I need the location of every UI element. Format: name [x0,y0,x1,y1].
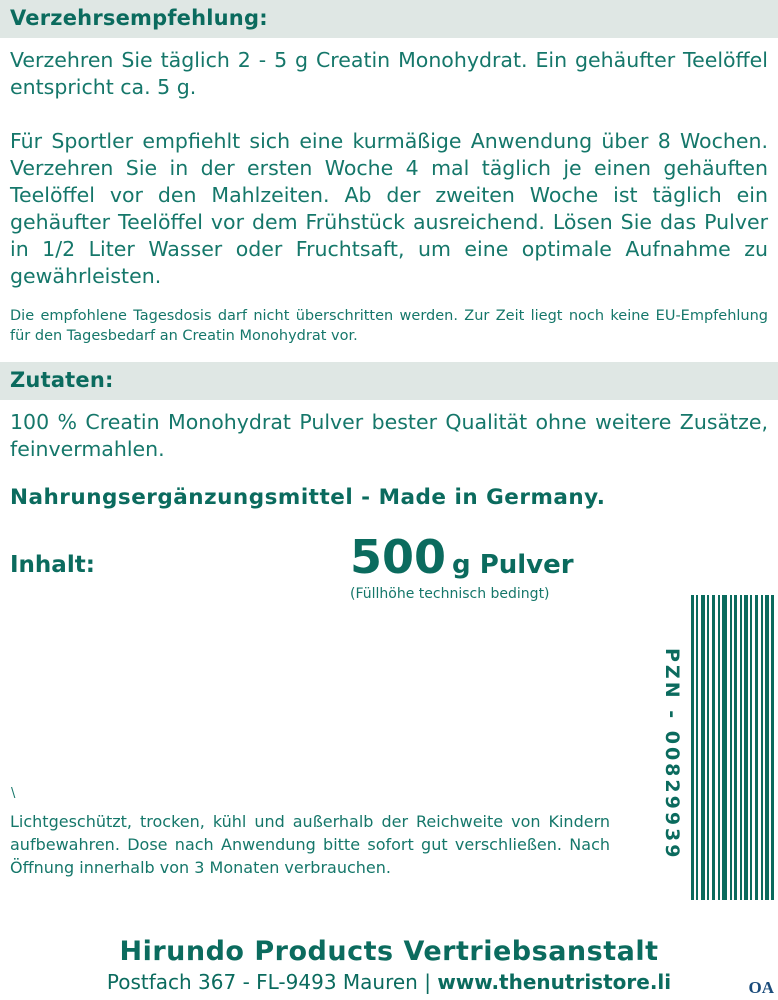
ingredients-heading: Zutaten: [10,368,114,393]
website-url[interactable]: www.thenutristore.li [437,970,672,994]
ingredients-text: 100 % Creatin Monohydrat Pulver bester Qualität ohne weitere Zusätze, feinvermahlen. [10,410,768,462]
storage-section [0,810,620,896]
content-amount-line [350,530,768,585]
consumption-heading-band [0,0,778,38]
paragraph-spacer [10,101,768,119]
consumption-note: Die empfohlene Tagesdosis darf nicht überschritten werden. Zur Zeit liegt noch keine EU-Empfehlung für den Tagesbedarf an Creatin Monohydrat vor. [10,308,768,345]
company-name: Hirundo Products Vertriebsanstalt [119,936,659,967]
barcode-icon [691,595,776,900]
ingredients-section [0,409,778,510]
ingredients-heading-band [0,362,778,400]
consumption-paragraph-1: Verzehren Sie täglich 2 - 5 g Creatin Monohydrat. Ein gehäufter Teelöffel entspricht ca. 5 g. [10,48,768,100]
content-row [0,530,778,603]
consumption-heading: Verzehrsempfehlung: [10,6,268,30]
content-amount-unit: g Pulver [452,550,574,581]
supplement-claim: Nahrungsergänzungsmittel - Made in Germany. [10,485,606,511]
company-address [8,970,770,994]
pzn-label: PZN - 00829939 [661,648,683,861]
consumption-paragraph-2: Für Sportler empfiehlt sich eine kurmäßige Anwendung über 8 Wochen. Verzehren Sie in der ersten Woche 4 mal täglich je einen gehäuften Teelöffel vor den Mahlzeiten. Ab der zweiten Woche ist täglich ein gehäufter Teelöffel vor dem Frühstück ausreichend. Lösen Sie das Pulver in 1/2 Liter Wasser oder Fruchtsaft, um eine optimale Aufnahme zu gewährleisten. [10,129,768,289]
content-fill-note: (Füllhöhe technisch bedingt) [350,586,550,603]
fill-level-tick: \ [11,786,16,801]
content-amount-value: 500 [350,530,447,585]
content-amount-block [340,530,768,603]
content-label: Inhalt: [10,552,95,579]
footer [0,936,778,1000]
barcode-svg [691,595,776,900]
address-text: Postfach 367 - FL-9493 Mauren | [106,970,438,994]
oa-watermark: OA [748,978,774,997]
consumption-section [0,47,778,346]
storage-text: Lichtgeschützt, trocken, kühl und außerhalb der Reichweite von Kindern aufbewahren. Dose nach Anwendung bitte sofort gut verschließen. Nach Öffnung innerhalb von 3 Monaten verbrauchen. [10,812,610,878]
barcode-area [653,595,778,900]
